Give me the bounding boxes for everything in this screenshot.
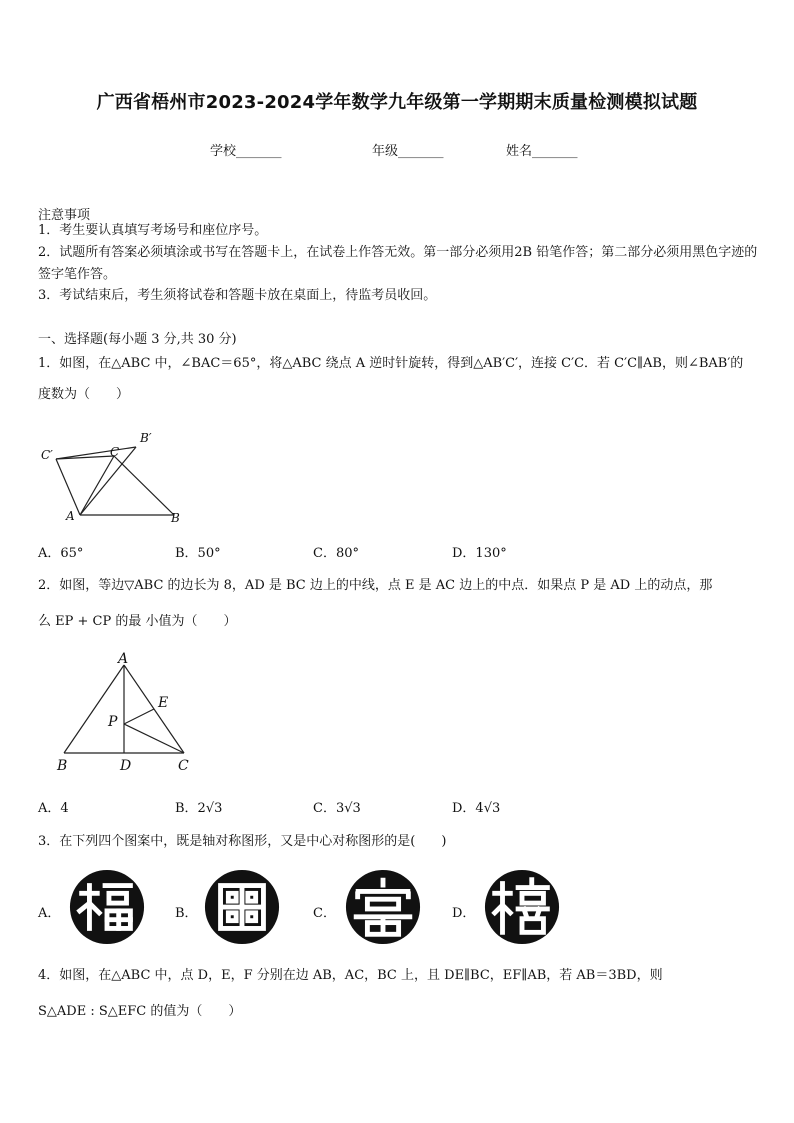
question-1-line2: 度数为（ ） [38,387,130,402]
name-field: 姓名_______ [506,144,578,159]
q2-option-a: A．4 [38,801,69,816]
label-b: B [171,511,180,525]
label-a: A [118,651,129,667]
q2-option-d: D．4√3 [452,801,501,816]
label-b: B [57,758,68,774]
q2-option-c: C．3√3 [313,801,361,816]
notes-heading: 注意事项 [38,208,91,223]
question-2-line2: 么 EP + CP 的最 小值为（ ） [38,614,237,629]
grade-field: 年级_______ [372,144,444,159]
q1-option-c: C．80° [313,546,359,561]
label-e: E [158,695,169,711]
roof-pattern-seal-icon [344,868,422,946]
q3-option-a: A． [38,906,61,921]
note-item: 2．试题所有答案必须填涂或书写在答题卡上，在试卷上作答无效。第一部分必须用2B 铅笔作答；第二部分必须用黑色字迹的签字笔作答。 [38,245,758,282]
label-c: C [110,445,120,459]
label-a: A [66,509,75,523]
school-field: 学校_______ [210,144,282,159]
note-item: 3．考试结束后，考生须将试卷和答题卡放在桌面上，待监考员收回。 [38,288,437,303]
note-item: 1．考生要认真填写考场号和座位序号。 [38,223,268,238]
q1-option-d: D．130° [452,546,507,561]
figure-equilateral-triangle [52,650,202,776]
question-4-line1: 4．如图，在△ABC 中，点 D，E，F 分别在边 AB，AC，BC 上，且 DE∥BC，EF∥AB，若 AB＝3BD，则 [38,968,663,983]
q2-option-b: B．2√3 [175,801,223,816]
fu-character-seal-icon [68,868,146,946]
question-3-line: 3．在下列四个图案中，既是轴对称图形，又是中心对称图形的是( ) [38,834,447,849]
q1-option-a: A．65° [38,546,84,561]
q1-option-b: B．50° [175,546,221,561]
label-p: P [108,714,118,730]
square-pattern-seal-icon [203,868,281,946]
q3-option-b: B． [175,906,198,921]
label-b-prime: B′ [140,431,152,445]
figure-rotated-triangle [36,428,196,528]
label-c-prime: C′ [41,448,53,462]
q3-option-c: C． [313,906,336,921]
question-2-line1: 2．如图，等边▽ABC 的边长为 8，AD 是 BC 边上的中线，点 E 是 AC 边上的中点．如果点 P 是 AD 上的动点，那 [38,578,713,593]
label-c: C [178,758,189,774]
question-4-line2: S△ADE : S△EFC 的值为（ ） [38,1004,242,1019]
q3-option-d: D． [452,906,476,921]
section-heading: 一、选择题(每小题 3 分,共 30 分) [38,332,237,347]
xi-character-seal-icon [483,868,561,946]
label-d: D [120,758,132,774]
page-title: 广西省梧州市2023-2024学年数学九年级第一学期期末质量检测模拟试题 [96,92,698,113]
question-1-line1: 1．如图，在△ABC 中，∠BAC＝65°，将△ABC 绕点 A 逆时针旋转，得到△AB′C′，连接 C′C．若 C′C∥AB，则∠BAB′的 [38,356,744,371]
